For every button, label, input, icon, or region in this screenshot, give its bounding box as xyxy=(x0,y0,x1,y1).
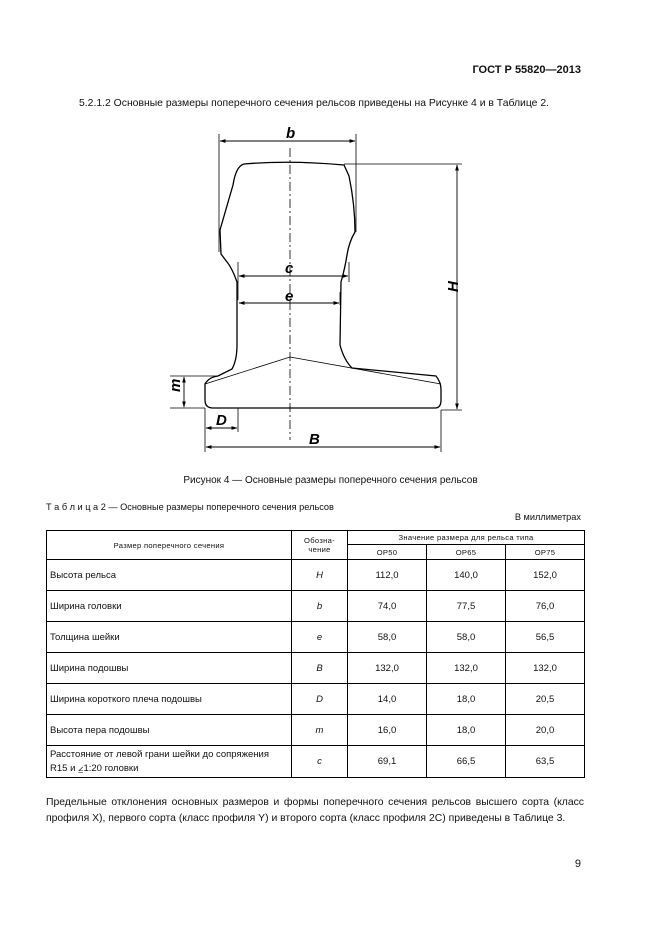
table-row: Толщина шейки e 58,0 58,0 56,5 xyxy=(47,622,585,653)
label-e: e xyxy=(285,288,294,305)
label-c: c xyxy=(285,260,294,277)
header-symbol: Обозна- чение xyxy=(292,531,348,560)
table-row: Ширина головки b 74,0 77,5 76,0 xyxy=(47,591,585,622)
label-b: b xyxy=(286,125,296,142)
intro-paragraph: 5.2.1.2 Основные размеры поперечного сечения рельсов приведены на Рисунке 4 и в Таблице 2. xyxy=(79,98,549,109)
rail-profile-outline xyxy=(205,162,441,408)
figure-caption: Рисунок 4 — Основные размеры поперечного сечения рельсов xyxy=(183,475,478,486)
table-row: Ширина короткого плеча подошвы D 14,0 18,0 20,5 xyxy=(47,684,585,715)
header-type: ОР75 xyxy=(506,545,585,560)
table-row: Ширина подошвы B 132,0 132,0 132,0 xyxy=(47,653,585,684)
header-values-group: Значение размера для рельса типа xyxy=(348,531,585,545)
document-standard-header: ГОСТ Р 55820—2013 xyxy=(472,64,581,76)
label-D: D xyxy=(216,412,227,429)
header-type: ОР65 xyxy=(427,545,506,560)
base-inner-line xyxy=(205,357,441,384)
rail-cross-section-figure xyxy=(0,118,661,458)
table-row: Высота пера подошвы m 16,0 18,0 20,0 xyxy=(47,715,585,746)
bottom-paragraph: Предельные отклонения основных размеров и формы поперечного сечения рельсов высшего сорта (класс профиля X), первого сорта (класс профиля Y) и второго сорта (класс профиля 2С) приведены в Таблице 3. xyxy=(46,797,584,824)
table-units: В миллиметрах xyxy=(514,512,581,522)
label-B: B xyxy=(309,431,320,448)
table-title: Т а б л и ц а 2 — Основные размеры поперечного сечения рельсов xyxy=(46,502,334,512)
page-number: 9 xyxy=(574,858,581,870)
label-H: H xyxy=(445,281,462,292)
table-row: Высота рельса H 112,0 140,0 152,0 xyxy=(47,560,585,591)
label-m: m xyxy=(167,378,184,392)
header-type: ОР50 xyxy=(348,545,427,560)
table-row: Расстояние от левой грани шейки до сопряжения R15 и ⦤1:20 головки c 69,1 66,5 63,5 xyxy=(47,746,585,778)
header-dimension: Размер поперечного сечения xyxy=(47,531,292,560)
dimensions-table xyxy=(46,530,585,778)
